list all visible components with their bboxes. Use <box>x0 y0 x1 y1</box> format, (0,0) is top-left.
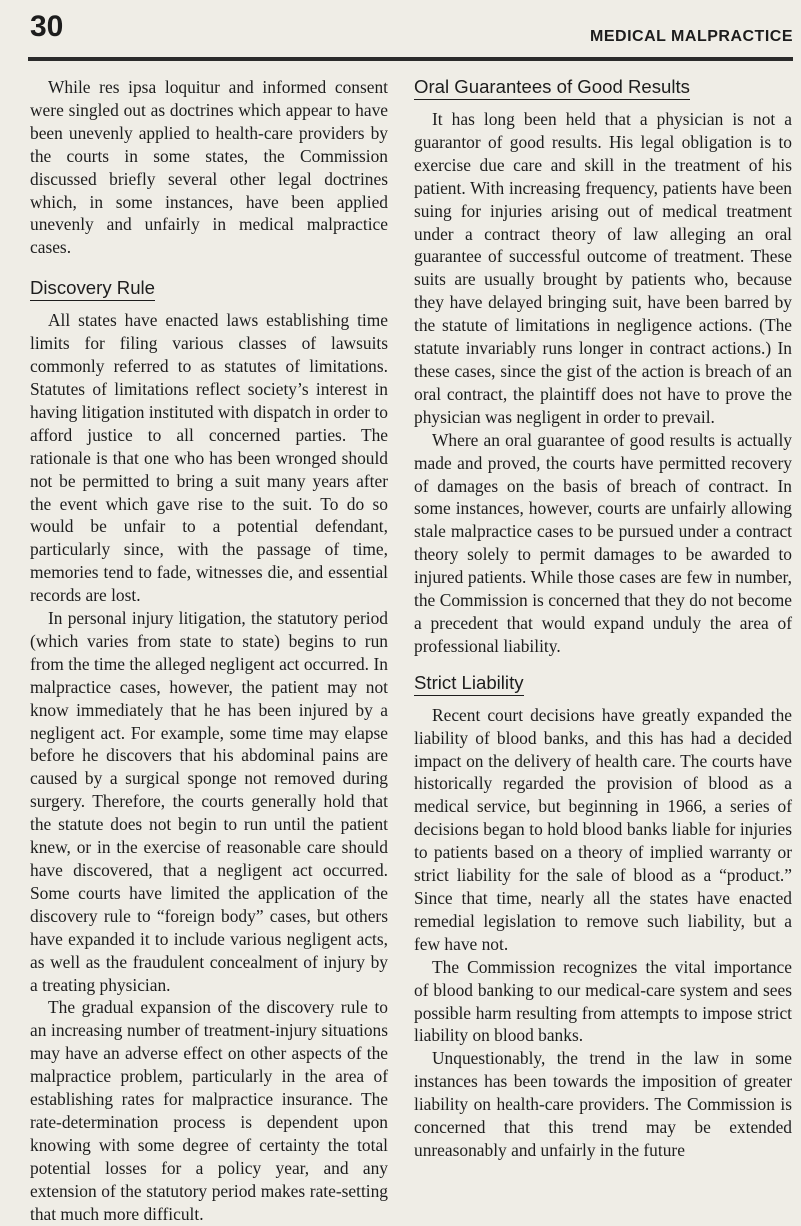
discovery-paragraph-1: All states have enacted laws establishing time limits for filing various classes of lawsuits commonly referred to as statutes of limitations. Statutes of limitations reflect society’s interest in having litigation instituted with dispatch in order to afford justice to all concerned parties. The rationale is that one who has been wronged should not be permitted to bring a suit many years after the event which gave rise to the suit. To do so would be unfair to a potential defendant, particularly since, with the passage of time, memories tend to fade, witnesses die, and essential records are lost. <box>30 310 388 606</box>
oral-paragraph-2: Where an oral guarantee of good results is actually made and proved, the courts have permitted recovery of damages on the basis of breach of contract. In some instances, however, courts are unfairly allowing stale malpractice cases to be pursued under a contract theory solely to permit damages to be awarded to injured patients. While those cases are few in number, the Commission is concerned that they do not become a precedent that would expand unduly the area of professional liability. <box>414 429 792 656</box>
strict-paragraph-2: The Commission recognizes the vital importance of blood banking to our medical-care system and sees possible harm resulting from attempts to impose strict liability on blood banks. <box>414 956 792 1046</box>
right-column <box>414 76 792 1162</box>
header-rule <box>28 57 793 61</box>
strict-liability-heading: Strict Liability <box>414 672 524 696</box>
discovery-paragraph-2: In personal injury litigation, the statutory period (which varies from state to state) begins to run from the time the alleged negligent act occurred. In malpractice cases, however, the patient may not know immediately that he has been injured by a negligent act. For example, some time may elapse before he discovers that his abdominal pains are caused by a surgical sponge not removed during surgery. Therefore, the courts generally hold that the statute does not begin to run until the patient knew, or in the exercise of reasonable care should have discovered, that a negligent act occurred. Some courts have limited the application of the discovery rule to “foreign body” cases, but others have expanded it to include various negligent acts, as well as the fraudulent concealment of injury by a treating physician. <box>30 608 388 995</box>
running-head: MEDICAL MALPRACTICE <box>590 28 793 45</box>
intro-paragraph: While res ipsa loquitur and informed consent were singled out as doctrines which appear to have been unevenly applied to health-care providers by the courts in some states, the Commission discussed briefly several other legal doctrines which, in some instances, have been applied unevenly and unfairly in medical malpractice cases. <box>30 77 388 258</box>
strict-paragraph-1: Recent court decisions have greatly expanded the liability of blood banks, and this has had a decided impact on the delivery of health care. The courts have historically regarded the provision of blood as a medical service, but beginning in 1966, a series of decisions began to hold blood banks liable for injuries to patients based on a theory of implied warranty or strict liability for the sale of blood as a “product.” Since that time, nearly all the states have enacted remedial legislation to remove such liability, but a few have not. <box>414 704 792 954</box>
strict-paragraph-3: Unquestionably, the trend in the law in some instances has been towards the imposition of greater liability on health-care providers. The Commission is concerned that this trend may be extended unreasonably and unfairly in the future <box>414 1048 792 1160</box>
left-column <box>30 76 388 1226</box>
discovery-paragraph-3: The gradual expansion of the discovery rule to an increasing number of treatment-injury situations may have an adverse effect on other aspects of the malpractice problem, particularly in the area of establishing rates for malpractice insurance. The rate-determination process is dependent upon knowing with some degree of certainty the total potential losses for a policy year, and any extension of the statutory period makes rate-setting that much more difficult. <box>30 997 388 1224</box>
oral-paragraph-1: It has long been held that a physician is not a guarantor of good results. His legal obligation is to exercise due care and skill in the treatment of his patient. With increasing frequency, patients have been suing for injuries arising out of medical treatment under a contract theory of law alleging an oral guarantee of successful outcome of treatment. These suits are usually brought by patients who, because they have delayed bringing suit, have been barred by the statute of limitations in negligence actions. (The statute invariably runs longer in contract actions.) In these cases, since the gist of the action is breach of an oral contract, the plaintiff does not have to prove the physician was negligent in order to prevail. <box>414 109 792 427</box>
oral-guarantees-heading: Oral Guarantees of Good Results <box>414 76 690 100</box>
discovery-rule-heading: Discovery Rule <box>30 277 155 301</box>
page-header <box>30 6 793 50</box>
page-number: 30 <box>30 10 64 43</box>
